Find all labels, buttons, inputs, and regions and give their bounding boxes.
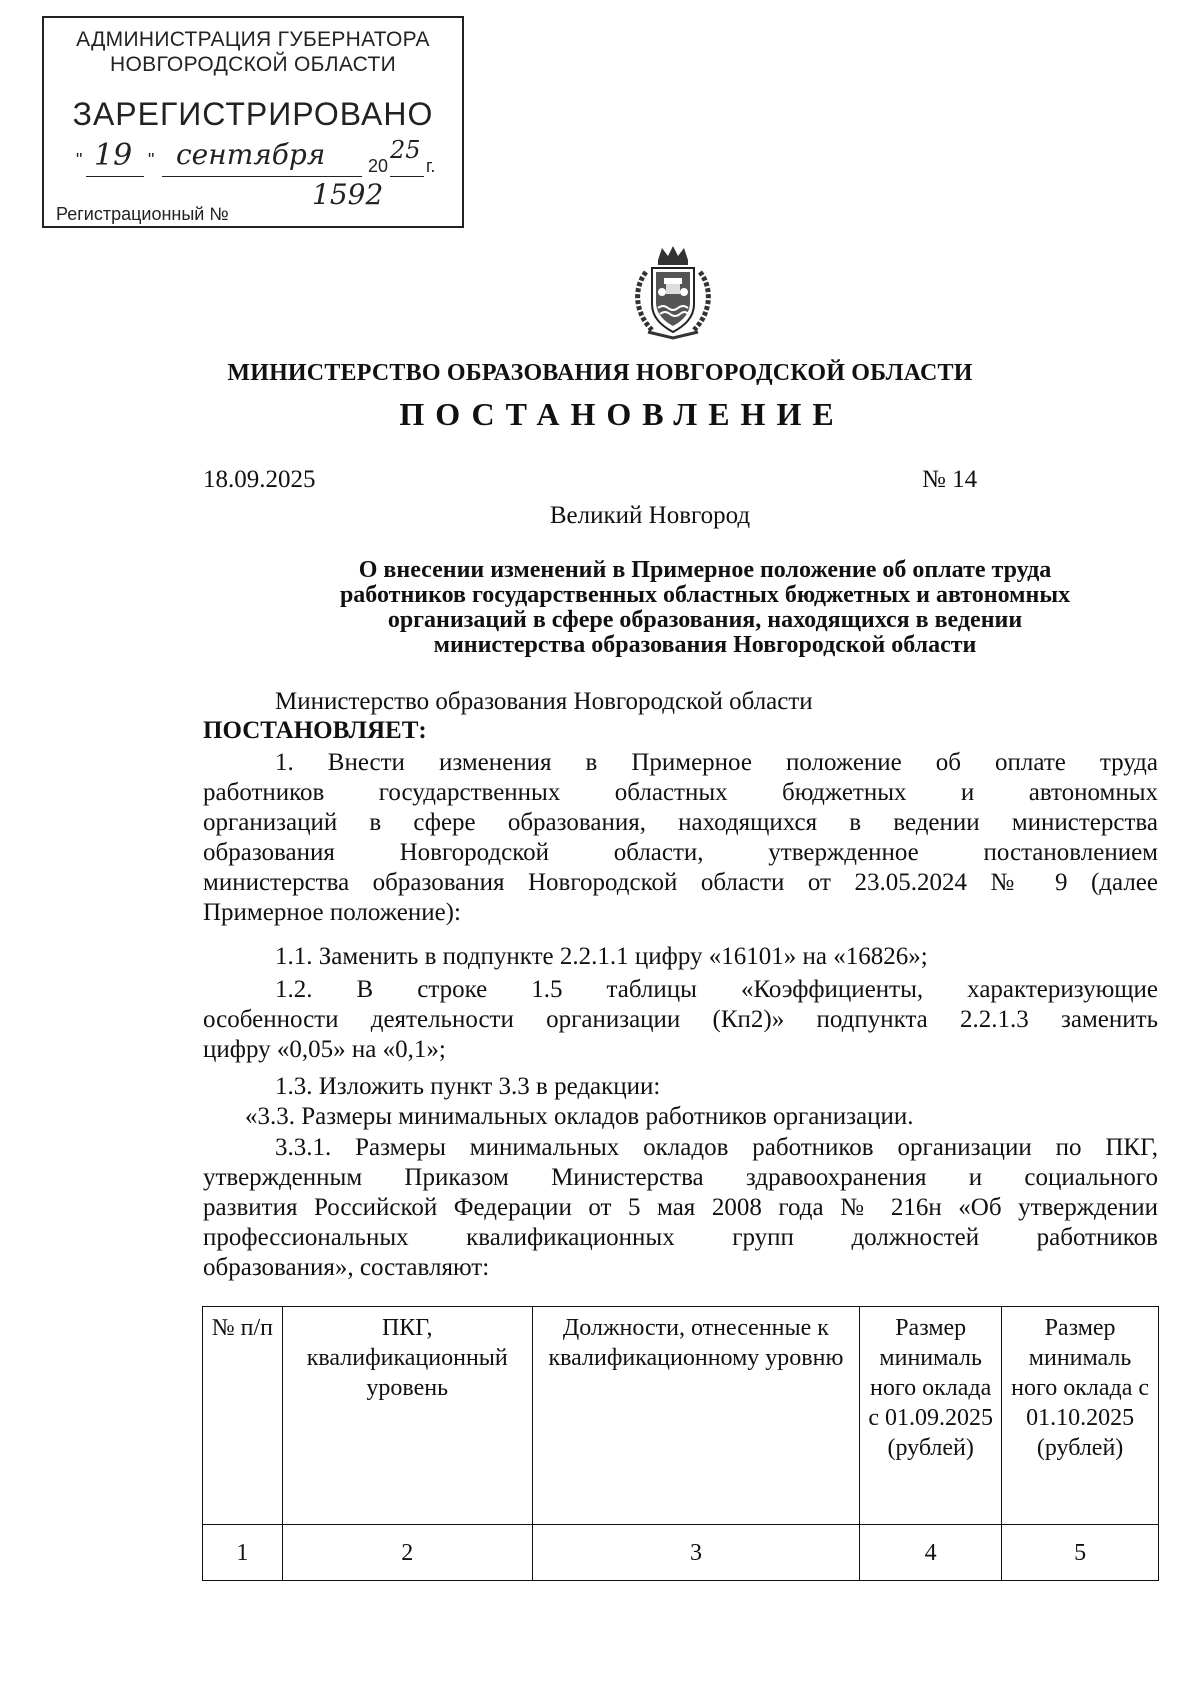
- table-header-cell: Должности, отнесенные к квалификационному уровню: [532, 1307, 860, 1525]
- decree-heading: ПОСТАНОВЛЯЕТ:: [203, 717, 427, 744]
- p1-line: 1. Внести изменения в Примерное положение об оплате труда: [275, 749, 1158, 776]
- table-header-cell: № п/п: [203, 1307, 283, 1525]
- table-cell: 2: [282, 1525, 532, 1581]
- table-header-cell: Размер минималь ного оклада с 01.10.2025 (рублей): [1002, 1307, 1159, 1525]
- p331-line: развития Российской Федерации от 5 мая 2008 года № 216н «Об утверждении: [203, 1194, 1158, 1221]
- stamp-reg-label: Регистрационный №: [56, 204, 229, 224]
- p331-line: образования», составляют:: [203, 1254, 490, 1281]
- stamp-reg-number: 1592: [312, 178, 384, 211]
- stamp-registered: ЗАРЕГИСТРИРОВАНО: [72, 96, 434, 132]
- p12-line: особенности деятельности организации (Кп2)» подпункта 2.2.1.3 заменить: [203, 1006, 1158, 1033]
- stamp-year-prefix: 20: [368, 156, 389, 176]
- stamp-quote-close: ": [148, 150, 155, 170]
- ministry-name: МИНИСТЕРСТВО ОБРАЗОВАНИЯ НОВГОРОДСКОЙ ОБЛАСТИ: [227, 360, 973, 386]
- registration-stamp: [42, 16, 464, 228]
- stamp-line-2: НОВГОРОДСКОЙ ОБЛАСТИ: [110, 53, 396, 76]
- paragraph-1-1: 1.1. Заменить в подпункте 2.2.1.1 цифру «16101» на «16826»;: [275, 943, 928, 970]
- document-title: [250, 558, 1160, 658]
- title-line: работников государственных областных бюджетных и автономных: [339, 582, 1071, 608]
- intro-text: Министерство образования Новгородской области: [275, 688, 813, 715]
- p331-line: профессиональных квалификационных групп должностей работников: [203, 1224, 1158, 1251]
- paragraph-3-3: «3.3. Размеры минимальных окладов работников организации.: [245, 1103, 914, 1130]
- document-type: ПОСТАНОВЛЕНИЕ: [399, 396, 845, 432]
- table-header-cell: Размер минималь ного оклада с 01.09.2025 (рублей): [860, 1307, 1002, 1525]
- stamp-quote-open: ": [76, 150, 83, 170]
- p12-line: 1.2. В строке 1.5 таблицы «Коэффициенты, характеризующие: [275, 976, 1158, 1003]
- stamp-date-line: [76, 136, 466, 186]
- p12-line: цифру «0,05» на «0,1»;: [203, 1036, 446, 1063]
- p331-line: утвержденным Приказом Министерства здравоохранения и социального: [203, 1164, 1158, 1191]
- title-line: О внесении изменений в Примерное положение об оплате труда: [358, 557, 1052, 583]
- p331-line: 3.3.1. Размеры минимальных окладов работников организации по ПКГ,: [275, 1134, 1158, 1161]
- paragraph-1: [203, 748, 1158, 928]
- table-cell: 3: [532, 1525, 860, 1581]
- document-date: 18.09.2025: [203, 466, 316, 493]
- paragraph-3-3-1: [203, 1133, 1158, 1283]
- paragraph-1-3: 1.3. Изложить пункт 3.3 в редакции:: [275, 1073, 661, 1100]
- stamp-month: сентября: [176, 138, 326, 171]
- stamp-line-1: АДМИНИСТРАЦИЯ ГУБЕРНАТОРА: [76, 28, 430, 51]
- stamp-year-mark: г.: [426, 156, 436, 176]
- table-header-row: [203, 1307, 1159, 1525]
- p1-line: организаций в сфере образования, находящихся в ведении министерства: [203, 809, 1158, 836]
- stamp-day: 19: [94, 138, 133, 173]
- table-cell: 5: [1002, 1525, 1159, 1581]
- p1-line: министерства образования Новгородской области от 23.05.2024 № 9 (далее: [203, 869, 1158, 896]
- document-number: № 14: [922, 466, 978, 493]
- table-cell: 4: [860, 1525, 1002, 1581]
- stamp-year-suffix: 25: [390, 136, 421, 164]
- table-header-cell: ПКГ, квалификационный уровень: [282, 1307, 532, 1525]
- salary-table: [202, 1306, 1159, 1581]
- title-line: организаций в сфере образования, находящихся в ведении: [387, 607, 1023, 633]
- document-city: Великий Новгород: [549, 502, 751, 529]
- table-row: [203, 1525, 1159, 1581]
- p1-line: образования Новгородской области, утвержденное постановлением: [203, 839, 1158, 866]
- paragraph-1-2: [203, 975, 1158, 1065]
- table-cell: 1: [203, 1525, 283, 1581]
- p1-line: работников государственных областных бюджетных и автономных: [203, 779, 1158, 806]
- coat-of-arms-icon: [628, 242, 718, 342]
- p1-line: Примерное положение):: [203, 899, 461, 926]
- title-line: министерства образования Новгородской области: [433, 632, 977, 658]
